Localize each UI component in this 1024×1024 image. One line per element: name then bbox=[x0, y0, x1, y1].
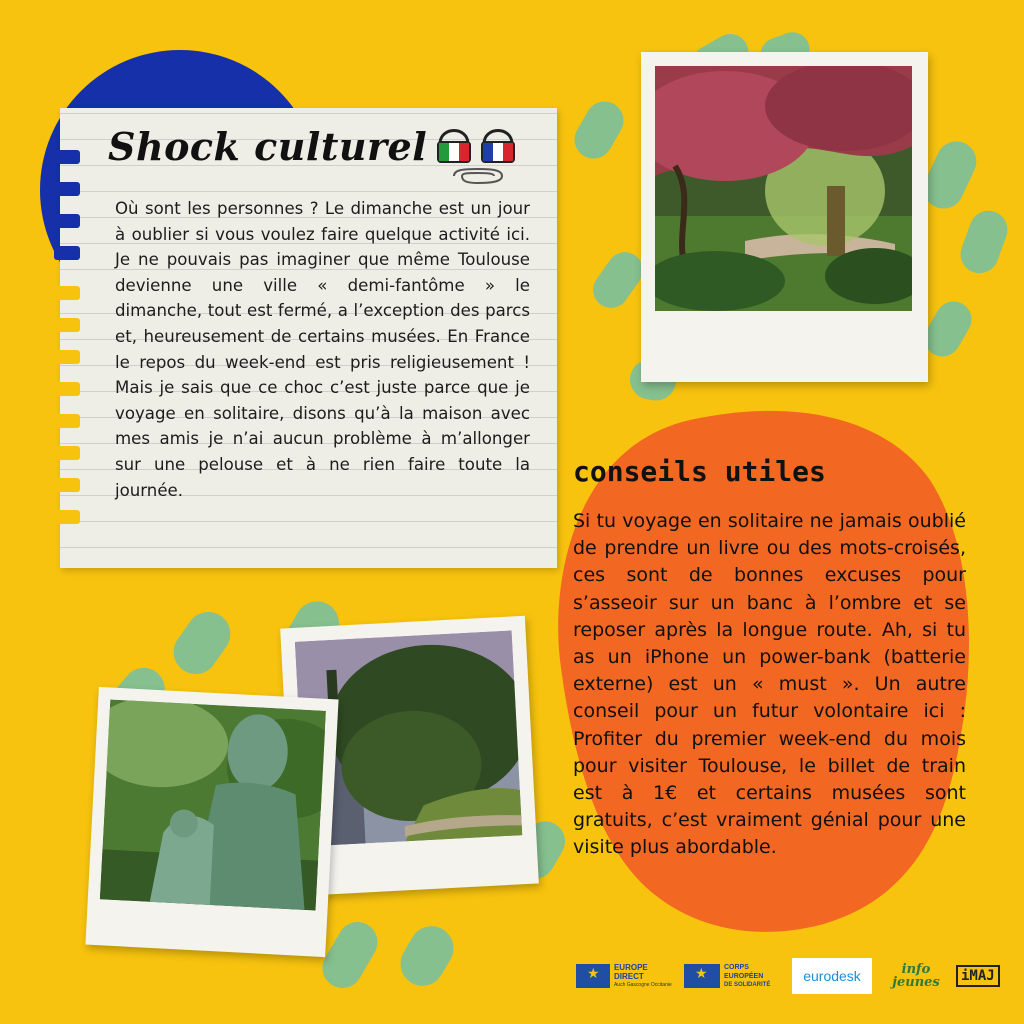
eurodesk-label: eurodesk bbox=[803, 968, 861, 984]
decor-pill bbox=[568, 95, 631, 166]
notebook-tab bbox=[54, 414, 80, 428]
notebook-tab bbox=[54, 510, 80, 524]
park-photo bbox=[655, 66, 912, 311]
eu-flag-icon bbox=[684, 964, 720, 988]
advice-text: Si tu voyage en solitaire ne jamais oublié de prendre un livre ou des mots-croisés, ces sont de bonnes excuses pour s’asseoir sur un banc à l’ombre et se reposer après la longue route. Ah, si tu as un iPhone un power-bank (batterie externe) est un « must ». Un autre conseil pour un futur volontaire ici : Profiter du premier week-end du mois pour visiter Toulouse, le billet de train est à 1€ et certains musées sont gratuits, c’est vraiment génial pour une visite plus abordable. bbox=[573, 510, 966, 859]
notebook-tab bbox=[54, 318, 80, 332]
notebook-tab bbox=[54, 214, 80, 228]
corps-label: CORPS EUROPÉEN bbox=[724, 963, 764, 980]
note-title: Shock culturel bbox=[108, 124, 428, 169]
notebook-tab bbox=[54, 150, 80, 164]
statue-polaroid bbox=[85, 687, 338, 957]
corps-sublabel: DE SOLIDARITÉ bbox=[724, 981, 771, 988]
europe-direct-sublabel: Auch Gascogne Occitanie bbox=[613, 981, 672, 988]
notebook-tab bbox=[54, 246, 80, 260]
culture-shock-note bbox=[60, 108, 557, 568]
statue-photo bbox=[100, 700, 326, 911]
notebook-tab bbox=[54, 350, 80, 364]
park-polaroid bbox=[641, 52, 928, 382]
notebook-tab bbox=[54, 286, 80, 300]
eu-flag-icon bbox=[576, 964, 610, 988]
imaj-label: iMAJ bbox=[956, 965, 1000, 987]
notebook-tab bbox=[54, 478, 80, 492]
notebook-tab bbox=[54, 182, 80, 196]
decor-pill bbox=[392, 918, 461, 994]
jeunes-label: jeunes bbox=[892, 975, 940, 990]
info-jeunes-logo[interactable] bbox=[886, 958, 946, 994]
decor-pill bbox=[955, 205, 1013, 278]
eurodesk-logo[interactable] bbox=[792, 958, 872, 994]
europe-direct-logo[interactable] bbox=[576, 958, 676, 994]
notebook-tab bbox=[54, 382, 80, 396]
info-label: info bbox=[901, 962, 931, 977]
paperclip-icon bbox=[450, 166, 506, 186]
france-headphones-icon bbox=[478, 118, 518, 166]
imaj-logo[interactable] bbox=[956, 958, 1006, 994]
notebook-tab bbox=[54, 446, 80, 460]
corps-europeen-logo[interactable] bbox=[684, 958, 784, 994]
europe-direct-label: EUROPE DIRECT bbox=[613, 962, 648, 981]
italy-headphones-icon bbox=[434, 118, 474, 166]
advice-title: conseils utiles bbox=[573, 455, 826, 488]
note-text: Où sont les personnes ? Le dimanche est un jour à oublier si vous voulez faire quelque activité ici. Je ne pouvais pas imaginer que même Toulouse devienne une ville « demi-fantôme » le dimanche, tout est fermé, a l’exception des parcs et, heureusement de certains musées. En France le repos du week-end est pris religieusement ! Mais je sais que ce choc c’est juste parce que je voyage en solitaire, disons qu’à la maison avec mes amis je n’ai aucun problème à m’allonger sur une pelouse et à ne rien faire toute la journée. bbox=[115, 199, 530, 500]
decor-pill bbox=[165, 603, 239, 682]
